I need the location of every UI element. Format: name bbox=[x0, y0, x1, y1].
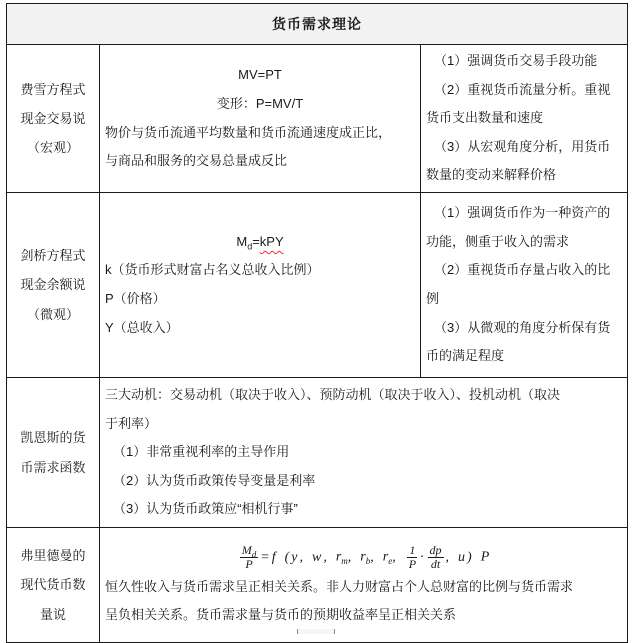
friedman-formula: $\frac{M_d}{P}$ = f ( y , w , $r_m$, $r_b$, $r_e$, $\frac{1}{P}$ · $\frac{dp}{dt}$ , u ) P bbox=[241, 543, 490, 571]
fisher-desc-line: 与商品和服务的交易总量成反比 bbox=[105, 153, 288, 169]
cambridge-desc-line: P（价格） bbox=[105, 291, 166, 306]
cambridge-name-line: 剑桥方程式 bbox=[20, 248, 86, 264]
cutoff-row-fragment bbox=[297, 629, 335, 634]
keynes-motives-line: 于利率） bbox=[105, 415, 158, 431]
formula-var-u: u bbox=[458, 549, 466, 565]
cambridge-points-cell bbox=[421, 193, 628, 378]
fisher-name-line: （宏观） bbox=[26, 140, 79, 156]
fisher-formula-variant: 变形：P=MV/T bbox=[216, 95, 304, 111]
keynes-point: （1）非常重视利率的主导作用 bbox=[113, 444, 290, 460]
keynes-row bbox=[7, 378, 628, 528]
cambridge-name-cell bbox=[7, 193, 100, 378]
formula-var-rb: r bbox=[360, 549, 366, 565]
money-demand-theory-table bbox=[6, 3, 628, 643]
formula-cdot: · bbox=[420, 549, 424, 565]
keynes-name-cell bbox=[7, 378, 100, 528]
formula-var-rm: r bbox=[335, 549, 342, 565]
fisher-point: （2）重视货币流量分析。重视货币支出数量和速度 bbox=[426, 81, 611, 126]
cambridge-desc-line: k（货币形式财富占名义总收入比例） bbox=[105, 262, 320, 278]
keynes-point: （2）认为货币政策传导变量是利率 bbox=[113, 472, 316, 488]
formula-kpy-spellcheck: kPY bbox=[259, 233, 284, 249]
formula-var-w: w bbox=[311, 549, 322, 565]
fisher-formula-cell bbox=[100, 45, 421, 193]
keynes-name-line: 币需求函数 bbox=[20, 459, 86, 475]
cambridge-point: （2）重视货币存量占收入的比例 bbox=[426, 262, 611, 306]
formula-open-paren: ( bbox=[284, 549, 290, 565]
fisher-name-line: 现金交易说 bbox=[20, 110, 86, 126]
cambridge-point: （1）强调货币作为一种资产的功能，侧重于收入的需求 bbox=[426, 205, 611, 249]
fisher-point: （3）从宏观角度分析，用货币数量的变动来解释价格 bbox=[426, 138, 611, 183]
cambridge-row bbox=[7, 193, 628, 378]
cambridge-name-line: （微观） bbox=[26, 306, 79, 322]
friedman-content-cell bbox=[100, 528, 628, 643]
fisher-row bbox=[7, 45, 628, 193]
friedman-desc-line: 恒久性收入与货币需求呈正相关关系。非人力财富占个人总财富的比例与货币需求 bbox=[105, 578, 574, 594]
cambridge-point: （3）从微观的角度分析保有货币的满足程度 bbox=[426, 319, 611, 364]
cambridge-formula bbox=[105, 228, 415, 257]
fisher-desc-line: 物价与货币流通平均数量和货币流通速度成正比， bbox=[105, 124, 392, 140]
cambridge-formula-cell bbox=[100, 193, 421, 378]
cambridge-name-line: 现金余额说 bbox=[20, 277, 86, 293]
keynes-name-line: 凯恩斯的货 bbox=[20, 430, 86, 446]
friedman-desc-line: 呈负相关关系。货币需求量与货币的预期收益率呈正相关关系 bbox=[105, 607, 457, 623]
formula-fn: f bbox=[271, 549, 276, 565]
friedman-name-cell bbox=[7, 528, 100, 643]
table-title: 货币需求理论 bbox=[7, 4, 628, 45]
friedman-name-line: 弗里德曼的 bbox=[20, 548, 86, 564]
formula-md-over-p: $\frac{M_d}{P}$ bbox=[241, 543, 257, 571]
friedman-name-line: 现代货币数 bbox=[20, 577, 86, 593]
friedman-name-line: 量说 bbox=[39, 606, 66, 622]
table-header-row bbox=[7, 4, 628, 45]
formula-var-re: r bbox=[382, 549, 389, 565]
formula-equals: = bbox=[260, 549, 270, 565]
fisher-name-cell bbox=[7, 45, 100, 193]
fisher-point: （1）强调货币交易手段功能 bbox=[434, 53, 598, 69]
formula-m: M bbox=[236, 233, 248, 249]
cambridge-desc-line: Y（总收入） bbox=[105, 319, 179, 335]
fisher-formula: MV=PT bbox=[238, 67, 282, 83]
fisher-points-cell bbox=[421, 45, 628, 193]
friedman-row bbox=[7, 528, 628, 643]
formula-dp-over-dt: $\frac{dp}{dt}$ bbox=[429, 543, 442, 571]
formula-one-over-p: $\frac{1}{P}$ bbox=[408, 543, 417, 571]
fisher-name-line: 费雪方程式 bbox=[20, 81, 86, 97]
formula-var-y: y bbox=[291, 549, 298, 565]
formula-sub-d: d bbox=[247, 241, 253, 252]
keynes-point: （3）认为货币政策应“相机行事” bbox=[113, 501, 298, 517]
formula-trailing-p: P bbox=[480, 549, 490, 565]
formula-close-paren: ) bbox=[467, 549, 472, 565]
formula-equals: = bbox=[252, 233, 260, 249]
keynes-motives-line: 三大动机：交易动机（取决于收入）、预防动机（取决于收入）、投机动机（取决 bbox=[105, 387, 561, 403]
keynes-content-cell bbox=[100, 378, 628, 528]
